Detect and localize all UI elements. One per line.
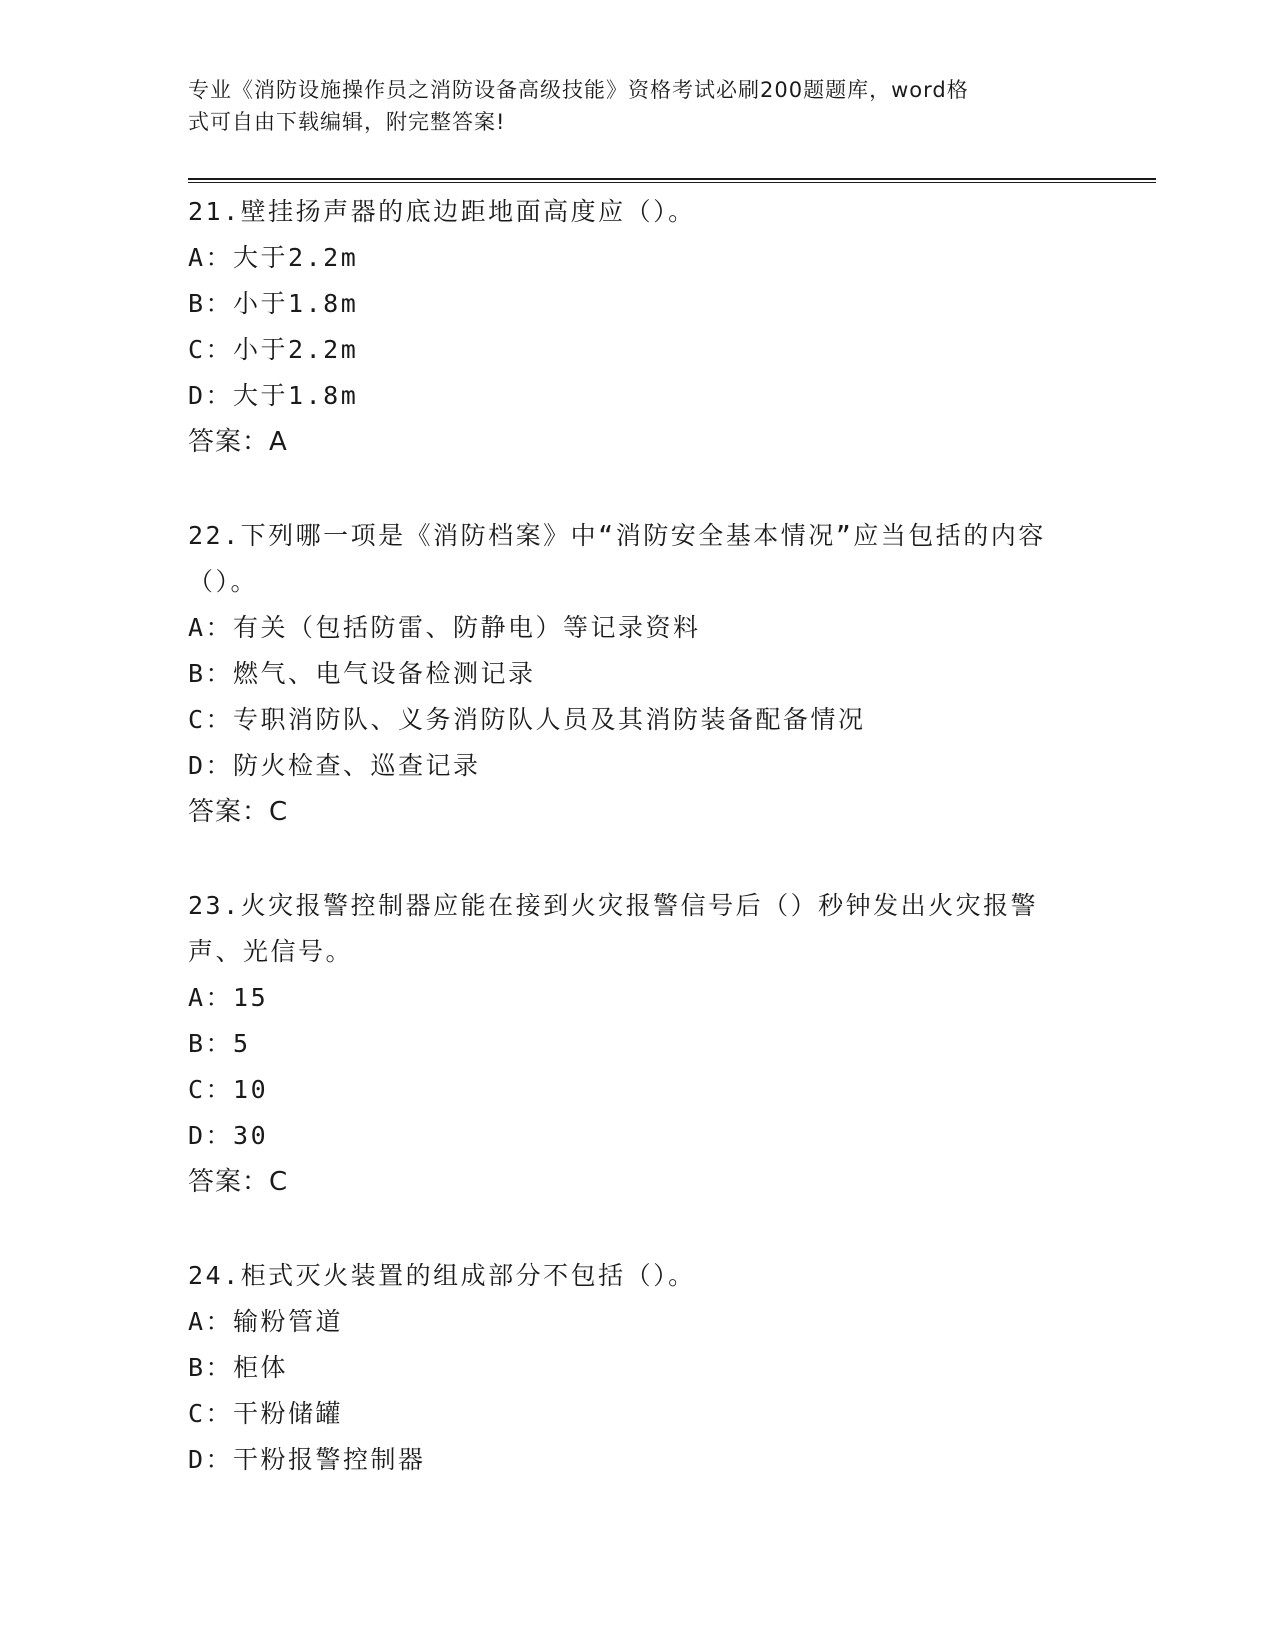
option-d: D：干粉报警控制器	[188, 1445, 426, 1474]
document-header	[188, 74, 1068, 138]
option-c: C：干粉储罐	[188, 1399, 344, 1428]
option-b: B：燃气、电气设备检测记录	[188, 659, 536, 688]
question-24	[188, 1253, 1088, 1483]
option-a: A：有关（包括防雷、防静电）等记录资料	[188, 613, 701, 642]
question-stem: 24.柜式灭火装置的组成部分不包括（）。	[188, 1261, 696, 1290]
answer: 答案：C	[188, 1167, 289, 1197]
option-c: C：小于2.2m	[188, 335, 359, 364]
header-line-1: 专业《消防设施操作员之消防设备高级技能》资格考试必刷200题题库，word格	[188, 78, 969, 102]
question-stem: 23.火灾报警控制器应能在接到火灾报警信号后（）秒钟发出火灾报警声、光信号。	[188, 891, 1039, 966]
option-d: D：大于1.8m	[188, 381, 359, 410]
option-c: C：10	[188, 1075, 269, 1104]
header-divider	[188, 178, 1156, 183]
answer: 答案：C	[188, 797, 289, 827]
question-stem: 21.壁挂扬声器的底边距地面高度应（）。	[188, 197, 696, 226]
question-list	[188, 189, 1088, 1531]
question-stem: 22.下列哪一项是《消防档案》中“消防安全基本情况”应当包括的内容（）。	[188, 521, 1046, 596]
option-a: A：输粉管道	[188, 1307, 344, 1336]
question-21	[188, 189, 1088, 465]
answer: 答案：A	[188, 427, 288, 457]
option-b: B：5	[188, 1029, 251, 1058]
question-22	[188, 513, 1088, 835]
option-d: D：30	[188, 1121, 269, 1150]
header-line-2: 式可自由下载编辑，附完整答案!	[188, 110, 506, 134]
option-a: A：15	[188, 983, 269, 1012]
option-d: D：防火检查、巡查记录	[188, 751, 481, 780]
option-c: C：专职消防队、义务消防队人员及其消防装备配备情况	[188, 705, 866, 734]
question-23	[188, 883, 1088, 1205]
option-b: B：柜体	[188, 1353, 289, 1382]
option-a: A：大于2.2m	[188, 243, 359, 272]
option-b: B：小于1.8m	[188, 289, 359, 318]
